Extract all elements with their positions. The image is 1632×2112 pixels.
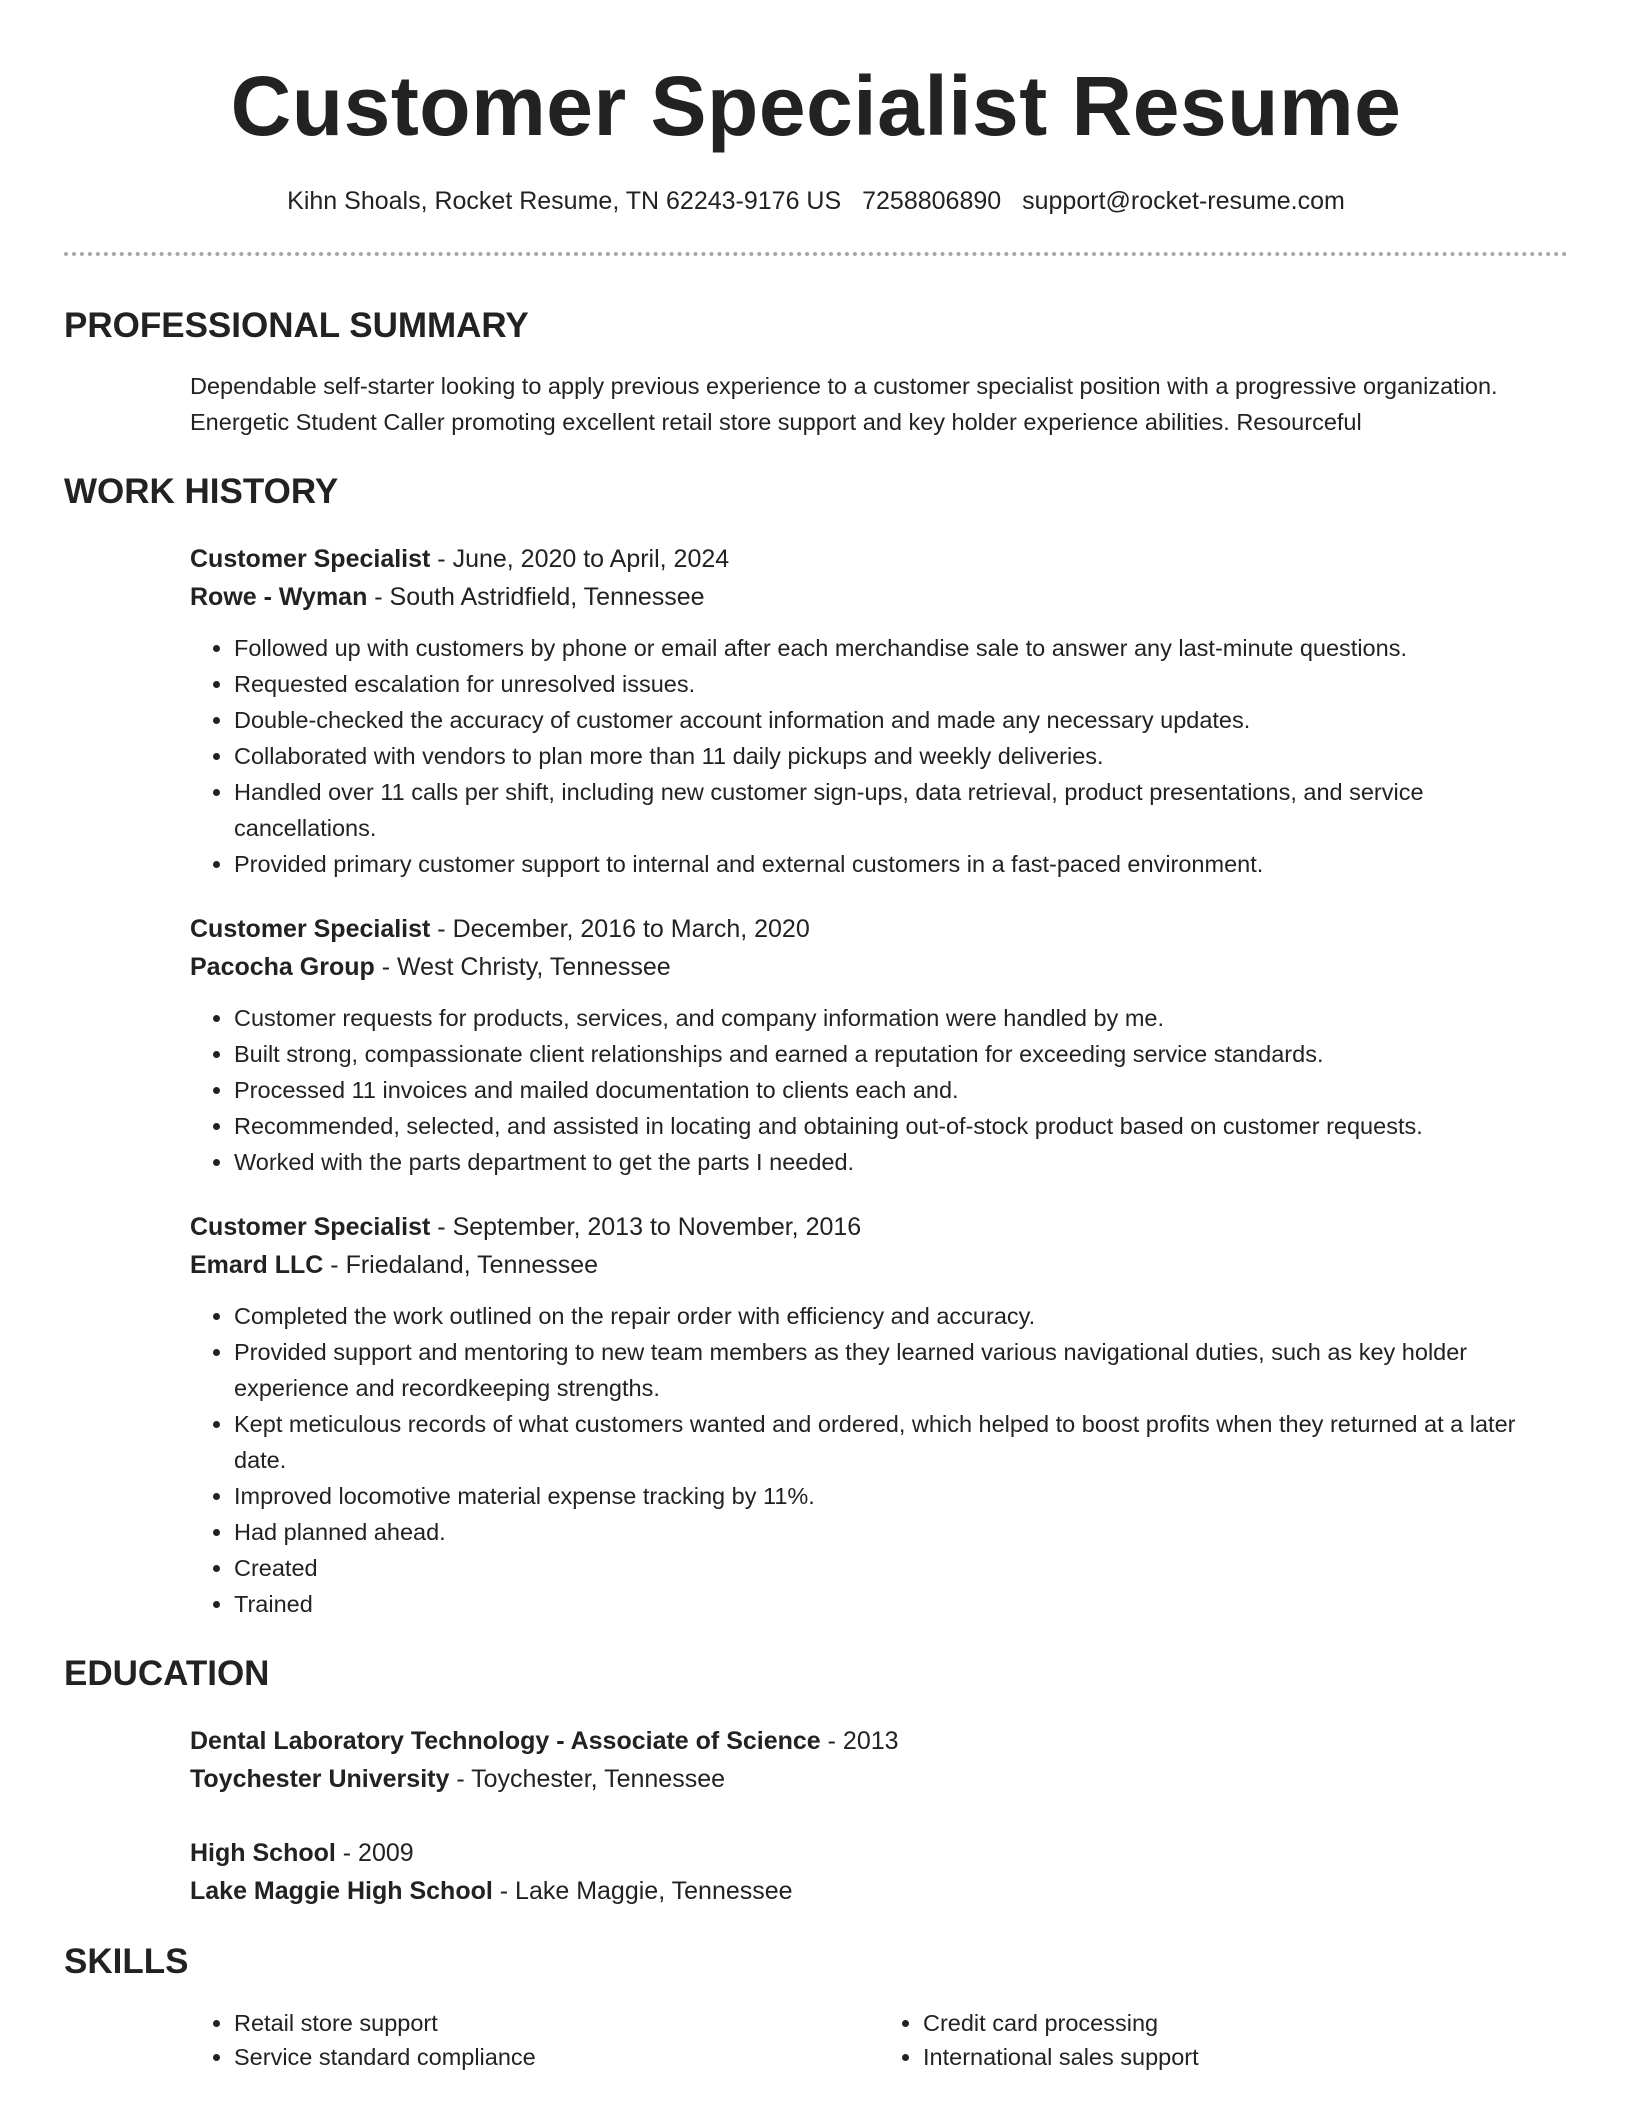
contact-email: support@rocket-resume.com [1022, 187, 1345, 215]
job-dates: - September, 2013 to November, 2016 [430, 1213, 862, 1241]
contact-phone: 7258806890 [862, 187, 1002, 215]
contact-address: Kihn Shoals, Rocket Resume, TN 62243-9176 US [287, 187, 842, 215]
contact-line [64, 184, 1568, 218]
job-entry [190, 1208, 1568, 1622]
job-bullet: • Completed the work outlined on the repair order with efficiency and accuracy. [234, 1298, 1568, 1334]
job-company-line [190, 948, 1568, 986]
job-dates: - June, 2020 to April, 2024 [430, 545, 730, 573]
school-name: Toychester University [190, 1765, 450, 1793]
school-location: - Lake Maggie, Tennessee [492, 1877, 793, 1905]
job-bullet: • Collaborated with vendors to plan more than 11 daily pickups and weekly deliveries. [234, 738, 1568, 774]
job-dates: - December, 2016 to March, 2020 [430, 915, 810, 943]
work-history-section [64, 470, 1568, 1622]
job-location: - West Christy, Tennessee [374, 953, 671, 981]
education-entry [190, 1834, 1568, 1910]
summary-section [64, 304, 1568, 440]
skill-item: • Service standard compliance [234, 2040, 879, 2074]
job-bullet: • Worked with the parts department to get the parts I needed. [234, 1144, 1568, 1180]
skills-section [64, 1940, 1568, 2074]
job-bullet: • Created [234, 1550, 1568, 1586]
job-bullet: • Processed 11 invoices and mailed documentation to clients each and. [234, 1072, 1568, 1108]
job-bullet: • Recommended, selected, and assisted in locating and obtaining out-of-stock product based on customer requests. [234, 1108, 1568, 1144]
education-heading: EDUCATION [64, 1654, 270, 1693]
summary-heading: PROFESSIONAL SUMMARY [64, 306, 529, 345]
header-divider [64, 252, 1568, 256]
school-line [190, 1872, 1568, 1910]
school-location: - Toychester, Tennessee [449, 1765, 726, 1793]
job-bullet: • Trained [234, 1586, 1568, 1622]
degree: High School [190, 1839, 336, 1867]
job-company-line [190, 578, 1568, 616]
school-name: Lake Maggie High School [190, 1877, 493, 1905]
job-bullet: • Built strong, compassionate client relationships and earned a reputation for exceeding service standards. [234, 1036, 1568, 1072]
degree: Dental Laboratory Technology - Associate of Science [190, 1727, 821, 1755]
job-bullet: • Improved locomotive material expense tracking by 11%. [234, 1478, 1568, 1514]
work-history-heading: WORK HISTORY [64, 472, 339, 511]
job-title: Customer Specialist [190, 915, 431, 943]
degree-line [190, 1722, 1568, 1760]
job-bullet: • Requested escalation for unresolved issues. [234, 666, 1568, 702]
job-entry [190, 540, 1568, 882]
skills-left-column [190, 2006, 879, 2074]
job-bullets [190, 1000, 1568, 1180]
job-title-line [190, 1208, 1568, 1246]
skills-heading: SKILLS [64, 1942, 189, 1981]
job-bullet: • Had planned ahead. [234, 1514, 1568, 1550]
job-company-line [190, 1246, 1568, 1284]
degree-year: - 2009 [335, 1839, 414, 1867]
skills-columns [190, 2006, 1568, 2074]
job-bullets [190, 630, 1568, 882]
job-location: - South Astridfield, Tennessee [367, 583, 705, 611]
job-title-line [190, 540, 1568, 578]
job-bullets [190, 1298, 1568, 1622]
job-company: Pacocha Group [190, 953, 375, 981]
degree-line [190, 1834, 1568, 1872]
education-entry [190, 1722, 1568, 1798]
degree-year: - 2013 [820, 1727, 899, 1755]
job-bullet: • Kept meticulous records of what customers wanted and ordered, which helped to boost profits when they returned at a later date. [234, 1406, 1568, 1478]
job-bullet: • Followed up with customers by phone or email after each merchandise sale to answer any last-minute questions. [234, 630, 1568, 666]
job-company: Rowe - Wyman [190, 583, 368, 611]
job-entry [190, 910, 1568, 1180]
job-company: Emard LLC [190, 1251, 324, 1279]
job-bullet: • Provided support and mentoring to new team members as they learned various navigational duties, such as key holder experience and recordkeeping strengths. [234, 1334, 1568, 1406]
resume-title: Customer Specialist Resume [230, 59, 1402, 153]
skill-item: • Retail store support [234, 2006, 879, 2040]
education-section [64, 1652, 1568, 1910]
job-bullet: • Handled over 11 calls per shift, including new customer sign-ups, data retrieval, product presentations, and service cancellations. [234, 774, 1568, 846]
job-bullet: • Double-checked the accuracy of customer account information and made any necessary updates. [234, 702, 1568, 738]
job-title: Customer Specialist [190, 545, 431, 573]
skill-item: • Credit card processing [923, 2006, 1568, 2040]
job-title: Customer Specialist [190, 1213, 431, 1241]
job-bullet: • Customer requests for products, services, and company information were handled by me. [234, 1000, 1568, 1036]
summary-text: Dependable self-starter looking to apply previous experience to a customer specialist position with a progressive organization. Energetic Student Caller promoting excellent retail store support and key holder experience abilities. Resourceful [190, 373, 1498, 435]
school-line [190, 1760, 1568, 1798]
job-bullet: • Provided primary customer support to internal and external customers in a fast-paced environment. [234, 846, 1568, 882]
skills-right-column [879, 2006, 1568, 2074]
skill-item: • International sales support [923, 2040, 1568, 2074]
job-location: - Friedaland, Tennessee [323, 1251, 599, 1279]
job-title-line [190, 910, 1568, 948]
